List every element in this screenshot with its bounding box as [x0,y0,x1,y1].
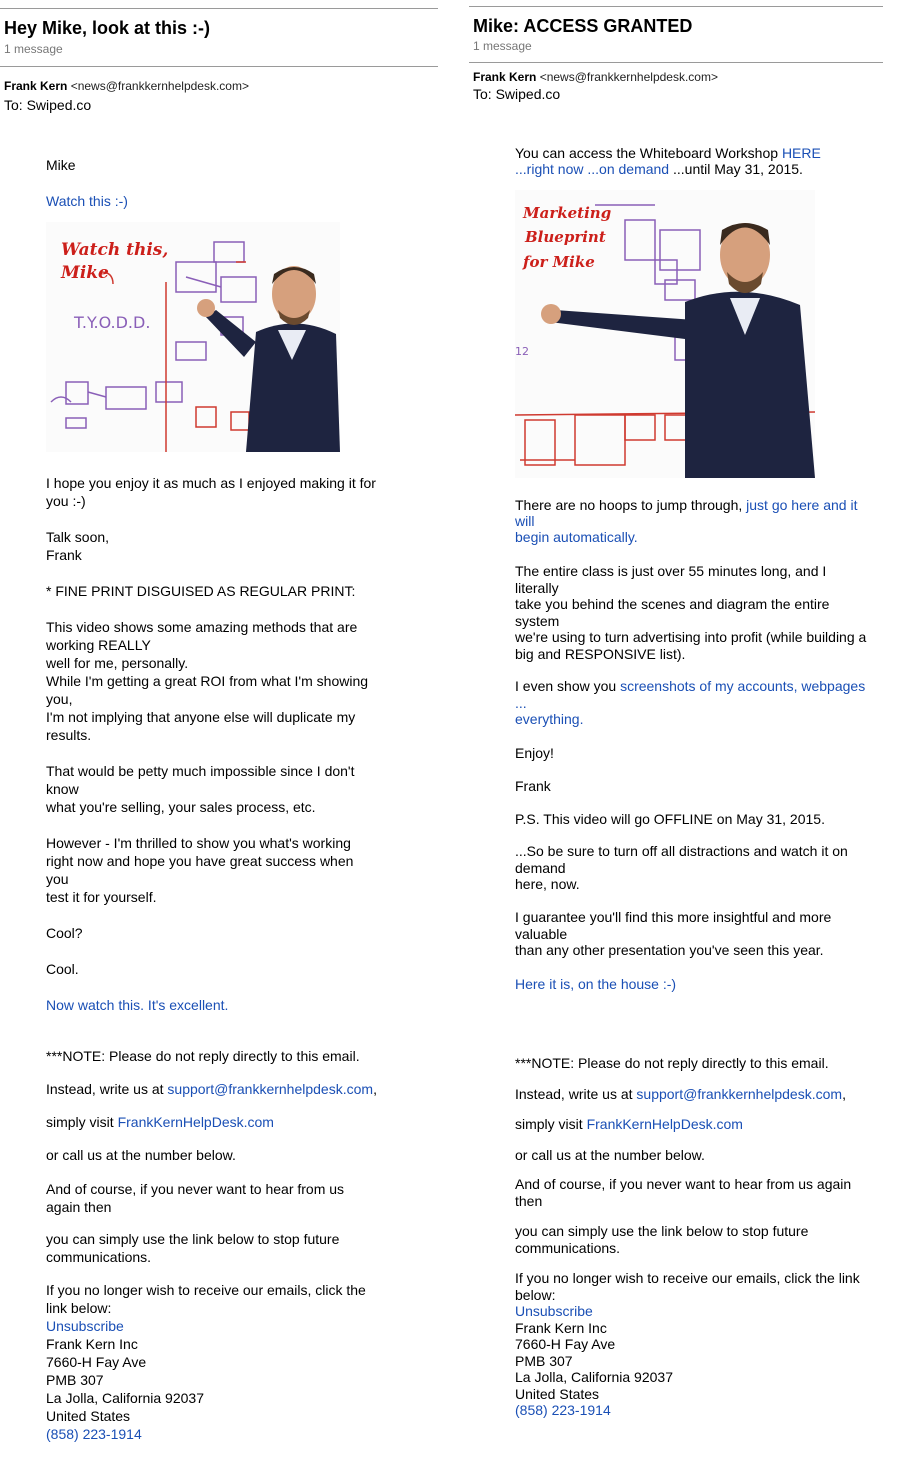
screenshots-link[interactable]: ... [515,694,527,711]
footer-never-paragraph [46,1180,344,1216]
address-line: Frank Kern Inc [515,1319,607,1336]
header-divider [0,8,438,9]
footer-visit-line [515,1115,743,1133]
hoops-text: There are no hoops to jump through, [515,497,747,513]
class-paragraph [515,563,866,662]
helpdesk-link[interactable]: FrankKernHelpDesk.com [117,1114,274,1130]
whiteboard-illustration [515,190,815,478]
footer-stop-paragraph [46,1230,339,1266]
go-here-link[interactable]: begin automatically. [515,529,638,545]
header-divider [0,66,438,67]
hope-paragraph [46,474,376,510]
text-line: results. [46,727,92,743]
until-text: ...until May 31, 2015. [669,161,803,177]
sender-email: <news@frankkernhelpdesk.com> [539,70,718,84]
header-divider [469,62,883,63]
footer-support-line [46,1080,377,1098]
here-it-is-link[interactable]: Here it is, on the house :-) [515,976,677,992]
footer-call-line: or call us at the number below. [46,1147,236,1163]
signoff [46,528,109,564]
address-line: Frank Kern Inc [46,1336,138,1352]
footer-address-block [515,1270,860,1419]
text-line: test it for yourself. [46,889,157,905]
hope-line: I hope you enjoy it as much as I enjoyed making it for [46,475,376,491]
be-sure-paragraph [515,843,848,893]
greeting: Mike [46,157,76,173]
enjoy: Enjoy! [515,745,554,761]
caption-line: for Mike [523,253,595,271]
text-line: what you're selling, your sales process, etc. [46,799,316,815]
footer-visit-line [46,1113,274,1131]
email-subject: Hey Mike, look at this :-) [4,18,211,38]
text-line: you can simply use the link below to stop future [515,1223,809,1239]
visit-text: simply visit [515,1116,587,1132]
caption-mike: Mike [61,263,109,283]
message-count: 1 message [4,42,63,56]
footer-never-paragraph [515,1176,851,1209]
text-line: And of course, if you never want to hear from us again [515,1176,852,1192]
footer-note: ***NOTE: Please do not reply directly to this email. [46,1048,360,1064]
text-line: I guarantee you'll find this more insightful and more [515,909,832,925]
support-text: Instead, write us at [46,1081,168,1097]
hope-line: you :-) [46,493,86,509]
header-divider [469,6,883,7]
caption-line: Blueprint [525,228,606,246]
here-link[interactable]: HERE [781,145,821,161]
now-watch-link[interactable]: Now watch this. It's excellent. [46,997,229,1013]
comma: , [842,1086,846,1102]
text-line: big and RESPONSIVE list). [515,645,686,662]
cool-question: Cool? [46,925,83,941]
text-line: If you no longer wish to receive our emails, click the [46,1282,366,1298]
phone-link[interactable]: (858) 223-1914 [515,1402,611,1418]
caption-line: Marketing [523,204,612,222]
recipient-line: To: Swiped.co [473,86,561,102]
text-line: you can simply use the link below to stop future [46,1231,340,1247]
go-here-link[interactable]: will [515,513,535,529]
text-line: However - I'm thrilled to show you what's working [46,835,351,851]
support-email-link[interactable]: support@frankkernhelpdesk.com [636,1086,843,1102]
support-text: Instead, write us at [515,1086,637,1102]
footer-address-block [46,1281,366,1443]
access-paragraph [515,145,821,177]
sender-email: <news@frankkernhelpdesk.com> [70,79,249,93]
footer-call-line: or call us at the number below. [515,1147,705,1163]
fine-print-paragraph-3 [46,834,353,906]
talk-soon: Talk soon, [46,529,110,545]
board-text: T.Y.O.D.D. [74,313,151,332]
sender-line [4,79,249,93]
text-line: demand [515,859,566,876]
phone-link[interactable]: (858) 223-1914 [46,1426,142,1442]
signature: Frank [515,778,551,794]
address-line: 7660-H Fay Ave [515,1336,616,1352]
guarantee-paragraph [515,909,831,959]
helpdesk-link[interactable]: FrankKernHelpDesk.com [586,1116,743,1132]
text-line: communications. [46,1249,152,1265]
fine-print-heading: * FINE PRINT DISGUISED AS REGULAR PRINT: [46,583,356,599]
right-now-link[interactable]: ...right now ...on demand [515,161,670,177]
footer-stop-paragraph [515,1223,808,1256]
text-line: below: [515,1286,556,1303]
text-line: than any other presentation you've seen this year. [515,942,824,958]
text-line: working REALLY [46,637,151,653]
sender-name: Frank Kern [473,70,537,84]
text-line: you [46,871,69,887]
sender-line [473,70,718,84]
text-line: If you no longer wish to receive our emails, click the link [515,1270,860,1286]
fine-print-paragraph-2 [46,762,355,816]
fine-print-paragraph-1 [46,618,368,744]
show-text: I even show you [515,678,621,694]
address-line: United States [46,1408,131,1424]
address-line: United States [515,1385,600,1402]
cool-answer: Cool. [46,961,79,977]
visit-text: simply visit [46,1114,118,1130]
sender-name: Frank Kern [4,79,68,93]
svg-text:12: 12 [515,345,529,358]
access-text: You can access the Whiteboard Workshop [515,145,782,161]
footer-note: ***NOTE: Please do not reply directly to this email. [515,1055,829,1071]
unsubscribe-link[interactable]: Unsubscribe [46,1318,124,1334]
text-line: then [515,1192,543,1209]
postscript: P.S. This video will go OFFLINE on May 31, 2015. [515,811,825,827]
message-count: 1 message [473,39,532,53]
address-line: La Jolla, California 92037 [515,1369,673,1385]
text-line: communications. [515,1239,621,1256]
screenshots-link[interactable]: screenshots of my accounts, webpages [620,678,866,694]
whiteboard-photo[interactable] [515,190,815,478]
text-line: you, [46,691,73,707]
address-line: PMB 307 [46,1372,104,1388]
text-line: This video shows some amazing methods that are [46,619,358,635]
text-line: literally [515,579,559,596]
text-line: take you behind the scenes and diagram the entire [515,596,830,612]
address-line: La Jolla, California 92037 [46,1390,204,1406]
text-line: And of course, if you never want to hear from us [46,1181,345,1197]
text-line: system [515,612,560,629]
text-line: valuable [515,925,568,942]
text-line: know [46,781,79,797]
caption-watch-this: Watch this, [61,240,169,260]
recipient-line: To: Swiped.co [4,97,92,113]
watch-this-link[interactable]: Watch this :-) [46,193,128,209]
address-line: PMB 307 [515,1352,573,1369]
text-line: here, now. [515,876,580,892]
text-line: we're using to turn advertising into profit (while building a [515,629,867,645]
text-line: I'm not implying that anyone else will duplicate my [46,709,356,725]
text-line: The entire class is just over 55 minutes long, and I [515,563,827,579]
text-line: again then [46,1199,112,1215]
text-line: well for me, personally. [46,655,189,671]
screenshots-link[interactable]: everything. [515,711,584,727]
signature: Frank [46,547,82,563]
text-line: right now and hope you have great success when [46,853,354,869]
text-line: link below: [46,1300,112,1316]
footer-support-line [515,1085,846,1103]
hoops-paragraph [515,497,857,545]
comma: , [373,1081,377,1097]
whiteboard-photo[interactable] [46,222,340,452]
unsubscribe-link[interactable]: Unsubscribe [515,1303,593,1319]
whiteboard-illustration [46,222,340,452]
email-subject: Mike: ACCESS GRANTED [473,16,693,36]
text-line: ...So be sure to turn off all distractions and watch it on [515,843,848,859]
address-line: 7660-H Fay Ave [46,1354,147,1370]
text-line: That would be petty much impossible since I don't [46,763,355,779]
show-paragraph [515,678,865,728]
text-line: While I'm getting a great ROI from what I'm showing [46,673,369,689]
go-here-link[interactable]: just go here and it [746,497,858,513]
support-email-link[interactable]: support@frankkernhelpdesk.com [167,1081,374,1097]
